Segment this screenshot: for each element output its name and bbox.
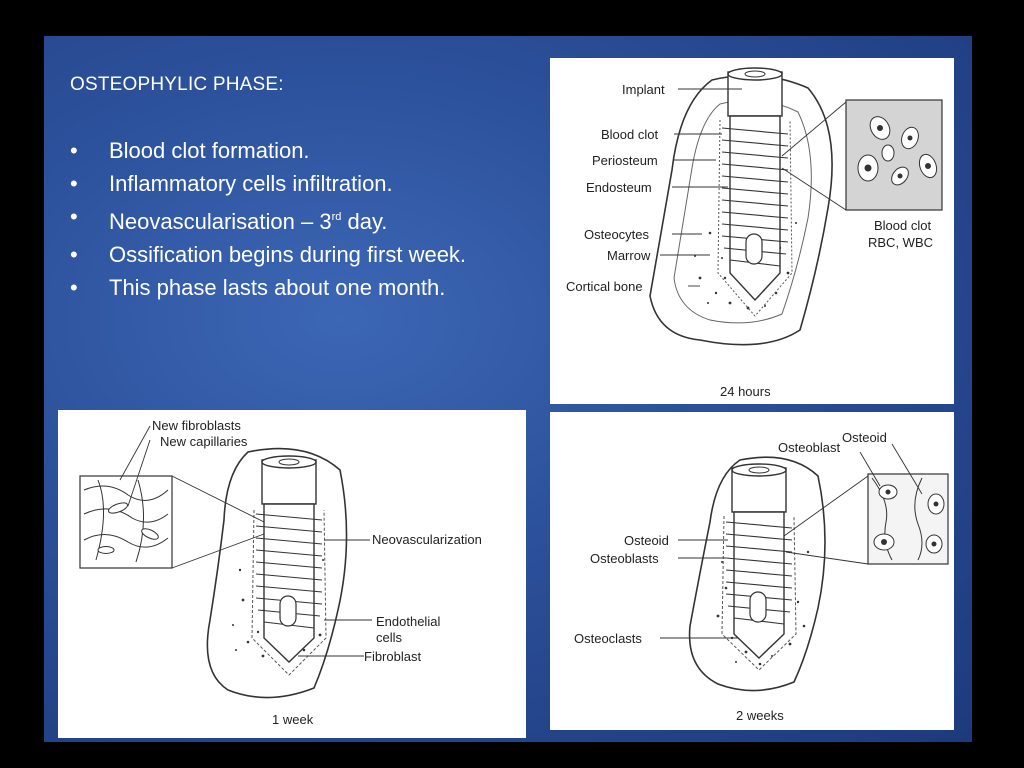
bullet-text: Ossification begins during first week. [109,242,467,267]
bullet-list [70,138,490,308]
fibroblast-inset [80,476,172,568]
diagram-panel-1-week [58,410,526,738]
implant-top [732,464,786,476]
bullet-dot: • [70,138,78,163]
implant-top [728,68,782,80]
bullet-text: Neovascularisation – 3 [109,209,332,234]
label-osteoid-top: Osteoid [842,430,887,445]
bullet-dot: • [70,204,78,229]
bullet-item [70,138,490,164]
bullet-text: This phase lasts about one month. [109,275,446,300]
label-endothelial: Endothelial [376,614,441,629]
bullet-dot: • [70,171,78,196]
label-implant: Implant [622,82,665,97]
label-osteoblasts: Osteoblasts [590,551,659,566]
label-endosteum: Endosteum [586,180,652,195]
label-inset-rbc-wbc: RBC, WBC [868,235,933,250]
panel-caption-24-hours: 24 hours [720,384,771,399]
bullet-item [70,275,490,301]
bullet-text: Blood clot formation. [109,138,310,163]
bullet-item [70,171,490,197]
implant-vent [750,592,766,622]
label-cells: cells [376,630,403,645]
label-new-capillaries: New capillaries [160,434,248,449]
diagram-panel-2-weeks [550,412,954,730]
label-periosteum: Periosteum [592,153,658,168]
slide-title: OSTEOPHYLIC PHASE: [70,74,284,95]
implant-body [730,116,780,300]
implant-vent [746,234,762,264]
panel-caption-2-weeks: 2 weeks [736,708,784,723]
label-osteoid: Osteoid [624,533,669,548]
label-new-fibroblasts: New fibroblasts [152,418,241,433]
label-cortical-bone: Cortical bone [566,279,643,294]
label-osteocytes: Osteocytes [584,227,650,242]
diagram-panel-24-hours [550,58,954,404]
implant-top [262,456,316,468]
label-neovascularization: Neovascularization [372,532,482,547]
implant-vent [280,596,296,626]
label-osteoblast-top: Osteoblast [778,440,841,455]
implant-diagram-2-weeks [550,412,954,730]
implant-diagram-1-week [58,410,526,738]
bullet-text: Inflammatory cells infiltration. [109,171,393,196]
bullet-item [70,204,490,235]
bullet-item [70,242,490,268]
bullet-text-tail: day. [341,209,388,234]
label-osteoclasts: Osteoclasts [574,631,642,646]
label-inset-blood-clot: Blood clot [874,218,932,233]
bullet-dot: • [70,275,78,300]
panel-caption-1-week: 1 week [272,712,314,727]
label-fibroblast: Fibroblast [364,649,422,664]
bullet-dot: • [70,242,78,267]
label-marrow: Marrow [607,248,651,263]
label-blood-clot: Blood clot [601,127,659,142]
ordinal-suffix: rd [331,211,342,223]
